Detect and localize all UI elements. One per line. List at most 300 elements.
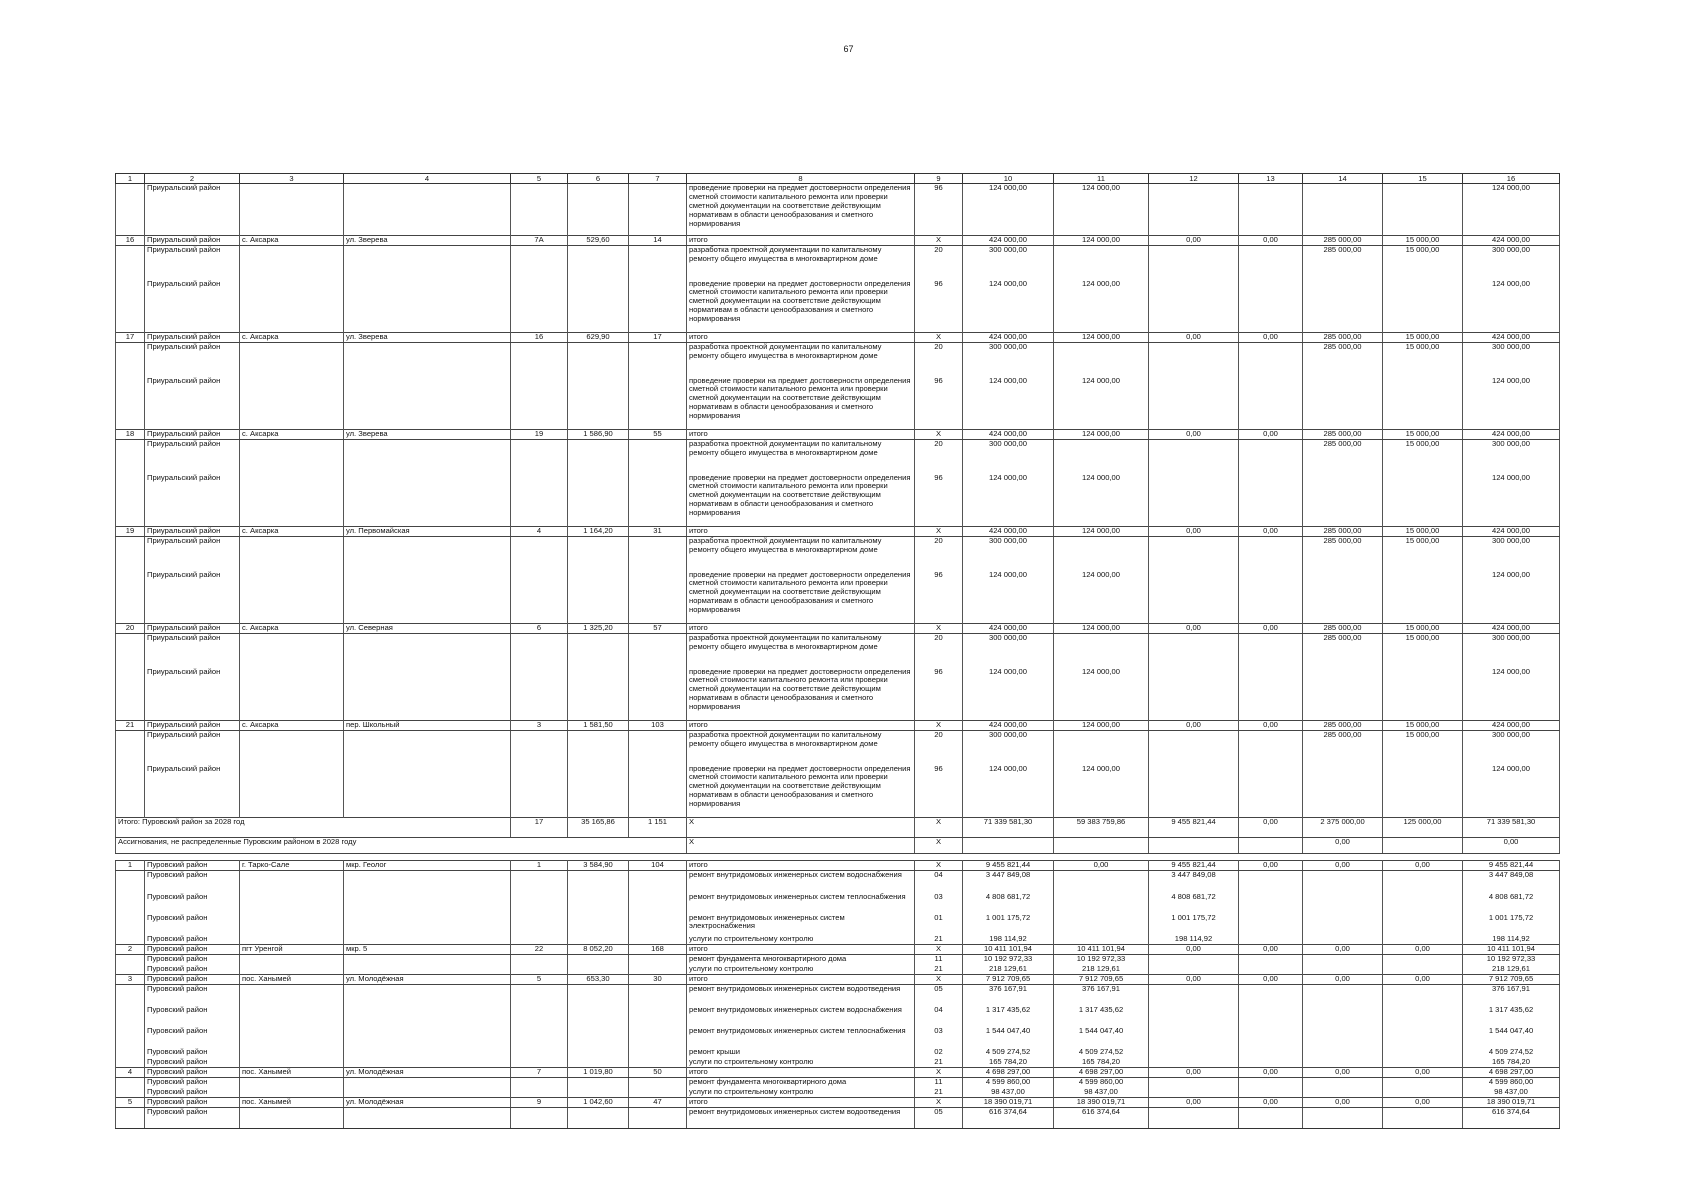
extra-cell xyxy=(1383,1027,1463,1048)
work-type-cell: разработка проектной документации по капитальному ремонту общего имущества в многоквартирном доме xyxy=(687,246,915,280)
street-cell: ул. Молодёжная xyxy=(344,1098,511,1108)
house-number-cell: 3 xyxy=(511,721,568,731)
extra-cell: 0,00 xyxy=(1383,861,1463,871)
work-code-cell: 20 xyxy=(915,731,963,765)
total-cost-cell: 124 000,00 xyxy=(963,571,1054,624)
street-cell: ул. Зверева xyxy=(344,236,511,246)
other-cell xyxy=(1239,965,1303,975)
street-cell xyxy=(344,474,511,527)
sum-cell: 124 000,00 xyxy=(1463,571,1560,624)
house-number-cell: 7 xyxy=(511,1068,568,1078)
street-cell xyxy=(344,343,511,377)
work-code-cell: 04 xyxy=(915,1006,963,1027)
other-cell xyxy=(1239,246,1303,280)
settlement-cell xyxy=(240,474,344,527)
district-cell: Приуральский район xyxy=(145,280,240,333)
area-cell xyxy=(568,1108,629,1129)
settlement-cell: с. Аксарка xyxy=(240,527,344,537)
owners-cell xyxy=(1303,1078,1383,1088)
row-number xyxy=(116,343,145,377)
house-total-row xyxy=(116,1068,1560,1078)
budget-cell xyxy=(1149,280,1239,333)
area-cell xyxy=(568,893,629,914)
extra-cell: 0,00 xyxy=(1383,945,1463,955)
budget-cell xyxy=(1149,184,1239,236)
residents-cell xyxy=(629,935,687,945)
budget-cell xyxy=(1149,1108,1239,1129)
column-number-row xyxy=(116,174,1560,184)
col-header: 13 xyxy=(1239,174,1303,184)
house-number-cell xyxy=(511,668,568,721)
house-number-cell: 1 xyxy=(511,861,568,871)
owners-cell: 285 000,00 xyxy=(1303,634,1383,668)
residents-cell: 14 xyxy=(629,236,687,246)
residents-cell: 55 xyxy=(629,430,687,440)
district-cell: Пуровский район xyxy=(145,975,240,985)
fund-cell xyxy=(1054,914,1149,935)
sum-cell: 9 455 821,44 xyxy=(1463,861,1560,871)
district-cell: Пуровский район xyxy=(145,893,240,914)
settlement-cell xyxy=(240,914,344,935)
work-type-cell: ремонт внутридомовых инженерных систем теплоснабжения xyxy=(687,1027,915,1048)
district-cell: Пуровский район xyxy=(145,1068,240,1078)
owners-cell: 285 000,00 xyxy=(1303,430,1383,440)
budget-cell xyxy=(1149,1006,1239,1027)
sum-cell: 124 000,00 xyxy=(1463,184,1560,236)
row-number xyxy=(116,1108,145,1129)
settlement-cell xyxy=(240,731,344,765)
other-cell xyxy=(1239,537,1303,571)
total-cost-cell: 98 437,00 xyxy=(963,1088,1054,1098)
fund-cell xyxy=(1054,731,1149,765)
table-row xyxy=(116,440,1560,474)
extra-cell xyxy=(1383,765,1463,818)
street-cell xyxy=(344,280,511,333)
owners-cell: 0,00 xyxy=(1303,861,1383,871)
area-cell xyxy=(568,474,629,527)
work-type-cell: проведение проверки на предмет достоверности определения сметной стоимости капитального ремонта или проверки сметной документации на соответствие действующим нормативам в области ценообразования и сметного нормирования xyxy=(687,571,915,624)
budget-cell: 0,00 xyxy=(1149,721,1239,731)
table-row xyxy=(116,871,1560,893)
work-code-cell: 20 xyxy=(915,246,963,280)
other-cell xyxy=(1239,731,1303,765)
other-cell: 0,00 xyxy=(1239,430,1303,440)
fund-cell: 124 000,00 xyxy=(1054,721,1149,731)
district-cell: Приуральский район xyxy=(145,343,240,377)
fund-cell: 124 000,00 xyxy=(1054,765,1149,818)
spacer-row xyxy=(116,854,1560,861)
row-number xyxy=(116,985,145,1006)
work-type-cell: ремонт внутридомовых инженерных систем теплоснабжения xyxy=(687,893,915,914)
house-number-cell: 4 xyxy=(511,527,568,537)
total-cost-cell: 300 000,00 xyxy=(963,634,1054,668)
row-number xyxy=(116,871,145,893)
sum-cell: 18 390 019,71 xyxy=(1463,1098,1560,1108)
fund-cell xyxy=(1054,440,1149,474)
street-cell xyxy=(344,1108,511,1129)
work-code-cell: Х xyxy=(915,975,963,985)
work-code-cell: 96 xyxy=(915,377,963,430)
extra-cell: 0,00 xyxy=(1383,1068,1463,1078)
sum-cell: 300 000,00 xyxy=(1463,440,1560,474)
owners-cell: 285 000,00 xyxy=(1303,440,1383,474)
total-cost-cell: 1 317 435,62 xyxy=(963,1006,1054,1027)
total-cost-cell: 424 000,00 xyxy=(963,721,1054,731)
fund-cell: 18 390 019,71 xyxy=(1054,1098,1149,1108)
other-cell: 0,00 xyxy=(1239,818,1303,838)
settlement-cell xyxy=(240,985,344,1006)
extra-cell xyxy=(1383,1088,1463,1098)
fund-cell: 124 000,00 xyxy=(1054,668,1149,721)
residents-cell xyxy=(629,765,687,818)
extra-cell: 15 000,00 xyxy=(1383,624,1463,634)
house-number-cell xyxy=(511,965,568,975)
extra-cell: 15 000,00 xyxy=(1383,343,1463,377)
table-row xyxy=(116,343,1560,377)
extra-cell xyxy=(1383,985,1463,1006)
district-cell: Приуральский район xyxy=(145,377,240,430)
row-number xyxy=(116,1088,145,1098)
total-cost-cell: 424 000,00 xyxy=(963,430,1054,440)
residents-cell: 103 xyxy=(629,721,687,731)
other-cell: 0,00 xyxy=(1239,945,1303,955)
work-code-cell: 05 xyxy=(915,985,963,1006)
owners-cell: 285 000,00 xyxy=(1303,721,1383,731)
extra-cell xyxy=(1383,1108,1463,1129)
col-header: 3 xyxy=(240,174,344,184)
table-body xyxy=(116,184,1560,1129)
budget-cell: 0,00 xyxy=(1149,236,1239,246)
house-number-cell: 17 xyxy=(511,818,568,838)
owners-cell xyxy=(1303,871,1383,893)
house-number-cell xyxy=(511,871,568,893)
fund-cell: 124 000,00 xyxy=(1054,527,1149,537)
sum-cell: 300 000,00 xyxy=(1463,634,1560,668)
work-code-cell: 20 xyxy=(915,343,963,377)
district-cell: Пуровский район xyxy=(145,861,240,871)
owners-cell xyxy=(1303,474,1383,527)
extra-cell: 15 000,00 xyxy=(1383,527,1463,537)
area-cell: 1 325,20 xyxy=(568,624,629,634)
street-cell xyxy=(344,634,511,668)
sum-cell: 4 698 297,00 xyxy=(1463,1068,1560,1078)
total-cost-cell: 3 447 849,08 xyxy=(963,871,1054,893)
fund-cell xyxy=(1054,935,1149,945)
extra-cell: 0,00 xyxy=(1383,975,1463,985)
residents-cell xyxy=(629,634,687,668)
extra-cell xyxy=(1383,668,1463,721)
fund-cell: 0,00 xyxy=(1054,861,1149,871)
work-type-cell: услуги по строительному контролю xyxy=(687,965,915,975)
owners-cell xyxy=(1303,914,1383,935)
row-number: 5 xyxy=(116,1098,145,1108)
settlement-cell xyxy=(240,1006,344,1027)
house-number-cell xyxy=(511,246,568,280)
budget-cell: 0,00 xyxy=(1149,945,1239,955)
settlement-cell xyxy=(240,668,344,721)
extra-cell xyxy=(1383,838,1463,854)
total-cost-cell: 424 000,00 xyxy=(963,236,1054,246)
settlement-cell xyxy=(240,965,344,975)
house-number-cell xyxy=(511,184,568,236)
fund-cell: 4 599 860,00 xyxy=(1054,1078,1149,1088)
owners-cell: 285 000,00 xyxy=(1303,527,1383,537)
residents-cell xyxy=(629,474,687,527)
house-number-cell: 7А xyxy=(511,236,568,246)
street-cell: мкр. Геолог xyxy=(344,861,511,871)
work-type-cell: ремонт фундамента многоквартирного дома xyxy=(687,1078,915,1088)
table-row xyxy=(116,731,1560,765)
other-cell xyxy=(1239,1078,1303,1088)
owners-cell xyxy=(1303,965,1383,975)
residents-cell: 50 xyxy=(629,1068,687,1078)
other-cell xyxy=(1239,765,1303,818)
row-number: 18 xyxy=(116,430,145,440)
sum-cell: 124 000,00 xyxy=(1463,668,1560,721)
work-type-cell: услуги по строительному контролю xyxy=(687,935,915,945)
house-number-cell xyxy=(511,955,568,965)
sum-cell: 198 114,92 xyxy=(1463,935,1560,945)
district-cell: Пуровский район xyxy=(145,1078,240,1088)
district-cell: Приуральский район xyxy=(145,731,240,765)
owners-cell xyxy=(1303,765,1383,818)
street-cell xyxy=(344,1027,511,1048)
residents-cell xyxy=(629,537,687,571)
total-cost-cell: 198 114,92 xyxy=(963,935,1054,945)
owners-cell: 285 000,00 xyxy=(1303,246,1383,280)
sum-cell: 424 000,00 xyxy=(1463,624,1560,634)
house-number-cell: 5 xyxy=(511,975,568,985)
budget-cell xyxy=(1149,955,1239,965)
total-cost-cell: 124 000,00 xyxy=(963,377,1054,430)
row-number xyxy=(116,377,145,430)
settlement-cell: с. Аксарка xyxy=(240,624,344,634)
settlement-cell: с. Аксарка xyxy=(240,333,344,343)
settlement-cell xyxy=(240,537,344,571)
work-code-cell: 20 xyxy=(915,440,963,474)
sum-cell: 616 374,64 xyxy=(1463,1108,1560,1129)
house-total-row xyxy=(116,624,1560,634)
residents-cell xyxy=(629,668,687,721)
work-type-cell: ремонт фундамента многоквартирного дома xyxy=(687,955,915,965)
fund-cell xyxy=(1054,537,1149,571)
other-cell xyxy=(1239,440,1303,474)
table-row xyxy=(116,893,1560,914)
house-number-cell xyxy=(511,731,568,765)
table-row xyxy=(116,571,1560,624)
fund-cell: 1 544 047,40 xyxy=(1054,1027,1149,1048)
residents-cell xyxy=(629,1088,687,1098)
sum-cell: 124 000,00 xyxy=(1463,280,1560,333)
work-code-cell: 11 xyxy=(915,955,963,965)
work-type-cell: проведение проверки на предмет достоверности определения сметной стоимости капитального ремонта или проверки сметной документации на соответствие действующим нормативам в области ценообразования и сметного нормирования xyxy=(687,765,915,818)
sum-cell: 424 000,00 xyxy=(1463,527,1560,537)
district-cell: Пуровский район xyxy=(145,1088,240,1098)
work-code-cell: 96 xyxy=(915,184,963,236)
district-cell: Приуральский район xyxy=(145,236,240,246)
total-cost-cell: 300 000,00 xyxy=(963,246,1054,280)
total-cost-cell: 218 129,61 xyxy=(963,965,1054,975)
residents-cell xyxy=(629,1108,687,1129)
budget-cell xyxy=(1149,343,1239,377)
owners-cell xyxy=(1303,1027,1383,1048)
work-type-cell: итого xyxy=(687,527,915,537)
work-type-cell: итого xyxy=(687,945,915,955)
page-number: 67 xyxy=(843,44,854,54)
work-type-cell: итого xyxy=(687,975,915,985)
table-row xyxy=(116,184,1560,236)
street-cell xyxy=(344,1088,511,1098)
fund-cell: 124 000,00 xyxy=(1054,474,1149,527)
residents-cell: 1 151 xyxy=(629,818,687,838)
budget-cell: 9 455 821,44 xyxy=(1149,861,1239,871)
sum-cell: 218 129,61 xyxy=(1463,965,1560,975)
other-cell xyxy=(1239,985,1303,1006)
work-type-cell: проведение проверки на предмет достоверности определения сметной стоимости капитального ремонта или проверки сметной документации на соответствие действующим нормативам в области ценообразования и сметного нормирования xyxy=(687,474,915,527)
col-header: 9 xyxy=(915,174,963,184)
fund-cell: 124 000,00 xyxy=(1054,377,1149,430)
settlement-cell xyxy=(240,246,344,280)
house-total-row xyxy=(116,236,1560,246)
owners-cell: 285 000,00 xyxy=(1303,236,1383,246)
row-number xyxy=(116,474,145,527)
extra-cell xyxy=(1383,184,1463,236)
residents-cell xyxy=(629,343,687,377)
table-row xyxy=(116,634,1560,668)
work-type-cell: ремонт внутридомовых инженерных систем водоснабжения xyxy=(687,871,915,893)
district-cell: Пуровский район xyxy=(145,965,240,975)
total-cost-cell: 124 000,00 xyxy=(963,765,1054,818)
area-cell xyxy=(568,1088,629,1098)
area-cell: 3 584,90 xyxy=(568,861,629,871)
area-cell xyxy=(568,935,629,945)
area-cell xyxy=(568,731,629,765)
street-cell xyxy=(344,871,511,893)
table-row xyxy=(116,1088,1560,1098)
residents-cell xyxy=(629,377,687,430)
row-number xyxy=(116,184,145,236)
work-code-cell: Х xyxy=(915,1068,963,1078)
street-cell: ул. Зверева xyxy=(344,333,511,343)
work-code-cell: 03 xyxy=(915,1027,963,1048)
district-cell: Приуральский район xyxy=(145,624,240,634)
total-cost-cell: 4 808 681,72 xyxy=(963,893,1054,914)
work-type-cell: итого xyxy=(687,1098,915,1108)
row-number: 3 xyxy=(116,975,145,985)
district-cell: Пуровский район xyxy=(145,1006,240,1027)
street-cell xyxy=(344,955,511,965)
fund-cell: 124 000,00 xyxy=(1054,236,1149,246)
work-code-cell: 05 xyxy=(915,1108,963,1129)
house-number-cell xyxy=(511,1058,568,1068)
work-type-cell: услуги по строительному контролю xyxy=(687,1088,915,1098)
extra-cell xyxy=(1383,474,1463,527)
district-cell: Приуральский район xyxy=(145,246,240,280)
owners-cell: 285 000,00 xyxy=(1303,537,1383,571)
fund-cell xyxy=(1054,893,1149,914)
work-type-cell: Х xyxy=(687,818,915,838)
house-number-cell xyxy=(511,537,568,571)
other-cell xyxy=(1239,184,1303,236)
work-code-cell: 11 xyxy=(915,1078,963,1088)
settlement-cell xyxy=(240,765,344,818)
budget-cell xyxy=(1149,377,1239,430)
owners-cell: 285 000,00 xyxy=(1303,624,1383,634)
budget-cell: 3 447 849,08 xyxy=(1149,871,1239,893)
total-cost-cell: 424 000,00 xyxy=(963,624,1054,634)
work-type-cell: ремонт внутридомовых инженерных систем водоснабжения xyxy=(687,1006,915,1027)
row-number xyxy=(116,1058,145,1068)
budget-cell: 198 114,92 xyxy=(1149,935,1239,945)
budget-cell xyxy=(1149,474,1239,527)
street-cell xyxy=(344,1058,511,1068)
other-cell xyxy=(1239,280,1303,333)
residents-cell xyxy=(629,1048,687,1058)
other-cell xyxy=(1239,668,1303,721)
sum-cell: 124 000,00 xyxy=(1463,474,1560,527)
street-cell: ул. Молодёжная xyxy=(344,975,511,985)
budget-cell: 4 808 681,72 xyxy=(1149,893,1239,914)
other-cell: 0,00 xyxy=(1239,527,1303,537)
budget-cell: 0,00 xyxy=(1149,975,1239,985)
sum-cell: 424 000,00 xyxy=(1463,333,1560,343)
total-cost-cell: 7 912 709,65 xyxy=(963,975,1054,985)
spacer-cell xyxy=(116,854,1560,861)
owners-cell xyxy=(1303,280,1383,333)
district-total-row xyxy=(116,818,1560,838)
settlement-cell xyxy=(240,1108,344,1129)
work-code-cell: 96 xyxy=(915,571,963,624)
other-cell xyxy=(1239,474,1303,527)
owners-cell xyxy=(1303,1108,1383,1129)
house-number-cell: 16 xyxy=(511,333,568,343)
budget-cell xyxy=(1149,571,1239,624)
fund-cell xyxy=(1054,838,1149,854)
extra-cell: 125 000,00 xyxy=(1383,818,1463,838)
total-cost-cell: 124 000,00 xyxy=(963,668,1054,721)
work-type-cell: разработка проектной документации по капитальному ремонту общего имущества в многоквартирном доме xyxy=(687,634,915,668)
other-cell: 0,00 xyxy=(1239,1068,1303,1078)
settlement-cell xyxy=(240,343,344,377)
work-type-cell: разработка проектной документации по капитальному ремонту общего имущества в многоквартирном доме xyxy=(687,731,915,765)
area-cell xyxy=(568,537,629,571)
sum-cell: 124 000,00 xyxy=(1463,765,1560,818)
house-total-row xyxy=(116,527,1560,537)
budget-cell: 0,00 xyxy=(1149,527,1239,537)
district-cell: Приуральский район xyxy=(145,333,240,343)
other-cell: 0,00 xyxy=(1239,975,1303,985)
total-cost-cell: 18 390 019,71 xyxy=(963,1098,1054,1108)
district-cell: Пуровский район xyxy=(145,935,240,945)
owners-cell: 0,00 xyxy=(1303,945,1383,955)
row-number xyxy=(116,893,145,914)
table-row xyxy=(116,668,1560,721)
district-cell: Пуровский район xyxy=(145,1108,240,1129)
row-number xyxy=(116,440,145,474)
row-number xyxy=(116,1006,145,1027)
street-cell xyxy=(344,377,511,430)
summary-label: Итого: Пуровский район за 2028 год xyxy=(116,818,511,838)
table-row xyxy=(116,1058,1560,1068)
residents-cell xyxy=(629,914,687,935)
work-type-cell: ремонт внутридомовых инженерных систем электроснабжения xyxy=(687,914,915,935)
residents-cell xyxy=(629,985,687,1006)
work-type-cell: услуги по строительному контролю xyxy=(687,1058,915,1068)
settlement-cell xyxy=(240,634,344,668)
row-number: 16 xyxy=(116,236,145,246)
district-cell: Приуральский район xyxy=(145,571,240,624)
work-code-cell: 03 xyxy=(915,893,963,914)
